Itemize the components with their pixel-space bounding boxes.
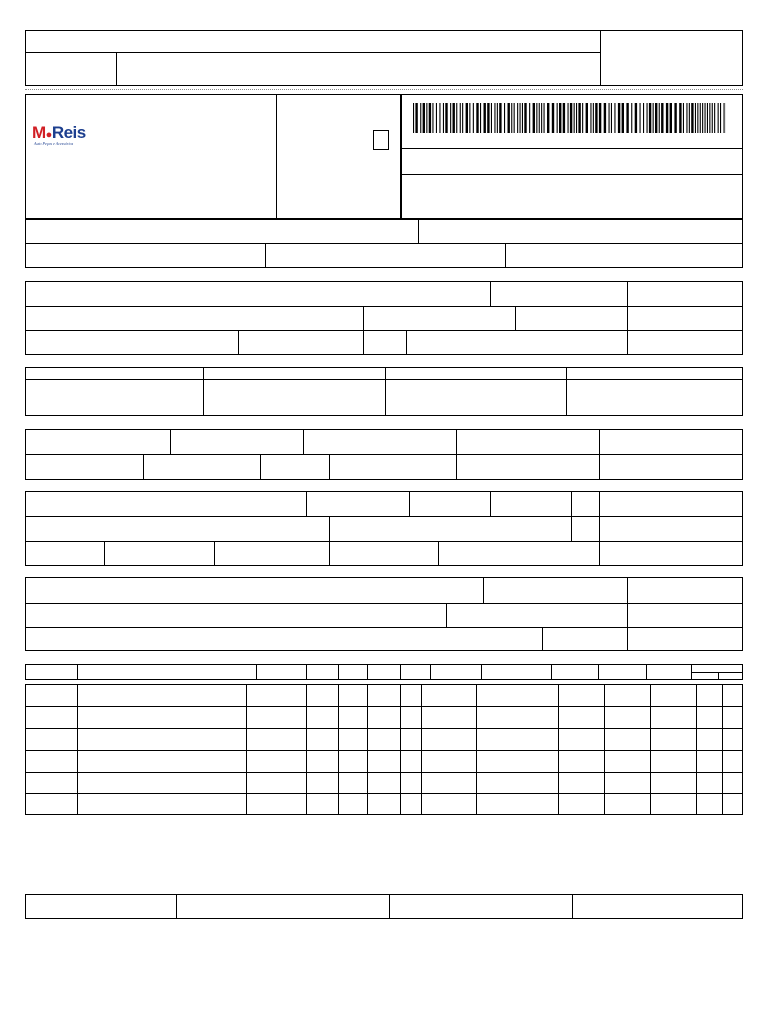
divider <box>367 664 368 680</box>
divider <box>25 603 743 604</box>
divider <box>25 379 743 380</box>
barcode-bar <box>570 103 572 133</box>
access-key-divider-1 <box>400 148 743 149</box>
barcode-bar <box>539 103 540 133</box>
barcode-bar <box>647 103 648 133</box>
divider <box>389 894 390 919</box>
barcode-bar <box>511 103 512 133</box>
divider <box>260 454 261 480</box>
footer-row <box>25 894 743 919</box>
barcode-icon <box>413 103 726 133</box>
barcode-bar <box>686 103 687 133</box>
divider <box>598 664 599 680</box>
divider <box>599 429 600 480</box>
barcode-bar <box>574 103 575 133</box>
divider <box>718 672 719 680</box>
barcode-bar <box>714 103 715 133</box>
barcode-bar <box>568 103 569 133</box>
divider <box>265 243 266 268</box>
divider <box>363 306 364 330</box>
barcode-bar <box>504 103 505 133</box>
barcode-bar <box>436 103 437 133</box>
barcode-bar <box>712 103 713 133</box>
barcode-bar <box>709 103 710 133</box>
divider <box>551 664 552 680</box>
barcode-bar <box>691 103 693 133</box>
barcode-bar <box>476 103 478 133</box>
divider <box>456 429 457 480</box>
divider <box>303 429 304 454</box>
barcode-bar <box>586 103 588 133</box>
row-divider <box>25 793 743 794</box>
barcode-bar <box>466 103 468 133</box>
barcode-bar <box>508 103 510 133</box>
barcode-bar <box>655 103 657 133</box>
divider <box>203 367 204 416</box>
divider <box>329 516 330 566</box>
barcode-bar <box>415 103 417 133</box>
issuer-box <box>25 94 277 219</box>
barcode-bar <box>705 103 706 133</box>
divider <box>25 330 743 331</box>
barcode-bar <box>695 103 696 133</box>
barcode-bar <box>460 103 461 133</box>
barcode-bar <box>480 103 481 133</box>
invoice-box <box>25 367 743 416</box>
barcode-bar <box>559 103 561 133</box>
barcode-bar <box>497 103 498 133</box>
divider <box>25 516 743 517</box>
divider <box>176 894 177 919</box>
barcode-bar <box>582 103 583 133</box>
divider <box>542 627 543 651</box>
barcode-bar <box>611 103 612 133</box>
divider <box>430 664 431 680</box>
logo-tagline: Auto Peças e Acessórios <box>34 141 74 146</box>
logo-name: Reis <box>51 123 86 142</box>
cut-line <box>25 89 743 90</box>
logo-letter-m: M <box>32 123 46 142</box>
row-divider <box>25 772 743 773</box>
barcode-bar <box>514 103 515 133</box>
danfe-type-box <box>276 94 402 219</box>
divider <box>490 491 491 516</box>
barcode-bar <box>462 103 463 133</box>
products-header <box>25 664 743 680</box>
divider <box>338 664 339 680</box>
barcode-bar <box>563 103 565 133</box>
barcode-bar <box>420 103 421 133</box>
additional-data-box <box>25 577 743 651</box>
barcode-bar <box>649 103 651 133</box>
barcode-bar <box>614 103 615 133</box>
barcode-bar <box>529 103 530 133</box>
divider <box>329 454 330 480</box>
divider <box>25 627 743 628</box>
barcode-bar <box>683 103 684 133</box>
barcode-bar <box>631 103 632 133</box>
divider <box>599 491 600 566</box>
receipt-col-divider <box>600 30 601 86</box>
barcode-bar <box>429 103 431 133</box>
recipient-box <box>25 281 743 355</box>
barcode-bar <box>707 103 708 133</box>
barcode-bar <box>517 103 518 133</box>
barcode-bar <box>432 103 433 133</box>
divider <box>627 281 628 355</box>
divider <box>418 219 419 244</box>
divider <box>446 603 447 627</box>
barcode-bar <box>487 103 489 133</box>
divider <box>256 664 257 680</box>
divider <box>571 491 572 541</box>
barcode-bar <box>718 103 719 133</box>
receipt-row-divider <box>25 52 600 53</box>
divider <box>25 454 743 455</box>
barcode-bar <box>599 103 601 133</box>
barcode-bar <box>456 103 457 133</box>
barcode-bar <box>439 103 440 133</box>
barcode-bar <box>557 103 558 133</box>
divider <box>306 491 307 516</box>
barcode-bar <box>491 103 492 133</box>
divider <box>214 541 215 566</box>
barcode-bar <box>593 103 594 133</box>
barcode-bar <box>547 103 549 133</box>
barcode-bar <box>724 103 725 133</box>
divider <box>363 330 364 355</box>
barcode-bar <box>622 103 624 133</box>
barcode-bar <box>576 103 577 133</box>
divider <box>505 243 506 268</box>
divider <box>238 330 239 355</box>
logo-dot: ● <box>45 129 52 141</box>
barcode-bar <box>473 103 474 133</box>
header-subdivider <box>691 672 743 673</box>
barcode-bar <box>578 103 580 133</box>
barcode-bar <box>453 103 455 133</box>
barcode-bar <box>413 103 414 133</box>
divider <box>170 429 171 454</box>
divider <box>566 367 567 416</box>
divider <box>483 577 484 603</box>
barcode-bar <box>679 103 681 133</box>
divider <box>25 541 743 542</box>
barcode-bar <box>426 103 427 133</box>
divider <box>406 330 407 355</box>
barcode-bar <box>653 103 654 133</box>
receipt-stub <box>25 30 743 86</box>
divider <box>490 281 491 306</box>
divider <box>627 577 628 651</box>
barcode-bar <box>423 103 425 133</box>
divider <box>143 454 144 480</box>
barcode-bar <box>469 103 470 133</box>
barcode-bar <box>640 103 641 133</box>
barcode-bar <box>697 103 698 133</box>
divider <box>306 664 307 680</box>
barcode-bar <box>689 103 690 133</box>
row-divider <box>25 750 743 751</box>
divider <box>77 664 78 680</box>
receipt-date-divider <box>116 52 117 86</box>
barcode-bar <box>702 103 703 133</box>
divider <box>515 306 516 330</box>
access-key-divider-2 <box>400 174 743 175</box>
barcode-bar <box>635 103 637 133</box>
barcode-bar <box>604 103 606 133</box>
barcode-bar <box>484 103 486 133</box>
divider <box>385 367 386 416</box>
barcode-bar <box>609 103 610 133</box>
barcode-bar <box>666 103 668 133</box>
row-divider <box>25 728 743 729</box>
divider <box>25 306 743 307</box>
divider <box>481 664 482 680</box>
transport-box <box>25 491 743 566</box>
barcode-bar <box>674 103 676 133</box>
divider <box>438 541 439 566</box>
barcode-bar <box>524 103 526 133</box>
barcode-bar <box>595 103 597 133</box>
barcode-bar <box>536 103 537 133</box>
divider <box>646 664 647 680</box>
divider <box>104 541 105 566</box>
barcode-bar <box>494 103 495 133</box>
barcode-bar <box>670 103 672 133</box>
barcode-bar <box>618 103 620 133</box>
barcode-bar <box>700 103 701 133</box>
state-registration-row <box>25 243 743 268</box>
barcode-bar <box>626 103 628 133</box>
entry-exit-checkbox <box>373 130 389 150</box>
barcode-bar <box>499 103 501 133</box>
barcode-bar <box>643 103 644 133</box>
barcode-bar <box>720 103 721 133</box>
barcode-bar <box>520 103 521 133</box>
divider <box>400 664 401 680</box>
divider <box>572 894 573 919</box>
barcode-bar <box>445 103 447 133</box>
barcode-bar <box>522 103 523 133</box>
barcode-bar <box>552 103 554 133</box>
barcode-bar <box>541 103 542 133</box>
operation-nature-row <box>25 219 743 244</box>
barcode-bar <box>659 103 660 133</box>
barcode-bar <box>590 103 591 133</box>
barcode-bar <box>661 103 663 133</box>
barcode-bar <box>544 103 545 133</box>
barcode-bar <box>443 103 444 133</box>
barcode-bar <box>450 103 451 133</box>
divider <box>409 491 410 516</box>
barcode-bar <box>533 103 535 133</box>
row-divider <box>25 706 743 707</box>
